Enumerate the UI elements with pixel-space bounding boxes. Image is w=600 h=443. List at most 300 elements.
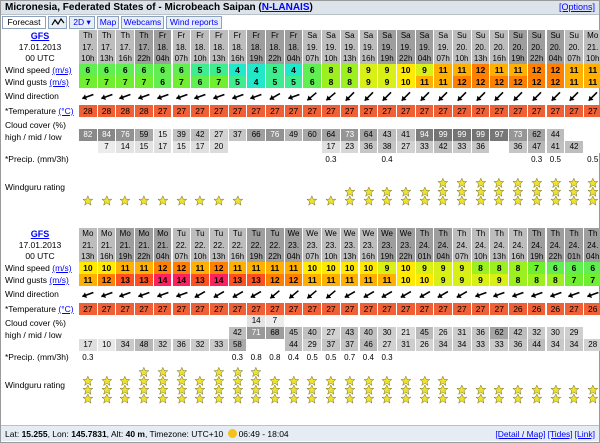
wind-cell: 7 [584,274,600,286]
rating-stars [453,169,471,206]
cloud-cell: 48 [135,339,153,351]
cloud-cell [434,315,452,327]
temperature-cell: 27 [191,303,209,315]
cloud-cell [210,117,228,129]
unit-link[interactable]: (m/s) [49,77,69,87]
wind-cell: 12 [210,262,228,274]
precip-cell [247,153,265,166]
precip-cell [472,351,490,364]
wind-cell: 9 [378,76,396,88]
time-header-cell: 19h [528,251,546,262]
wind-cell: 9 [490,274,508,286]
rating-stars [378,169,396,206]
temperature-cell: 27 [341,303,359,315]
cloud-cell: 42 [229,327,247,339]
rating-stars [173,367,191,404]
cloud-cell [453,315,471,327]
time-header-cell: Th [116,30,134,42]
wind-cell: 8 [341,64,359,76]
precip-cell [341,153,359,166]
time-header-cell: 19h [509,53,527,64]
temperature-cell: 26 [509,303,527,315]
precip-cell [472,153,490,166]
cloud-cell: 47 [528,141,546,153]
temperature-cell: 27 [434,105,452,117]
cloud-cell: 36 [509,339,527,351]
wind-direction-arrow [490,286,508,303]
rating-stars [154,367,172,404]
time-header-cell: 22. [229,240,247,251]
wind-cell: 12 [472,64,490,76]
time-header-cell: Mo [79,228,97,240]
precip-cell [416,351,434,364]
time-header-cell: 22. [210,240,228,251]
temperature-cell: 27 [247,105,265,117]
cloud-cell [584,129,600,141]
rating-stars [285,169,303,206]
wind-direction-arrow [79,286,97,303]
time-header-cell: 17. [116,42,134,53]
time-header-cell: 24. [472,240,490,251]
cloud-cell: 23 [341,141,359,153]
temperature-cell: 27 [303,105,321,117]
time-header-cell: We [322,228,340,240]
time-header-cell: 16h [229,251,247,262]
wind-cell: 13 [116,274,134,286]
cloud-cell: 17 [79,339,97,351]
temperature-cell: 27 [229,105,247,117]
cloud-cell: 68 [266,327,284,339]
time-header-cell: 10h [322,53,340,64]
time-header-cell: 22. [173,240,191,251]
time-header-cell: 21. [79,240,97,251]
time-header-cell: 18. [173,42,191,53]
time-header-cell: 19. [303,42,321,53]
rating-stars [472,367,490,404]
time-header-cell: 01h [416,251,434,262]
temperature-cell: 26 [547,303,565,315]
cloud-cell [79,141,97,153]
label-rating: Windguru rating [5,380,66,390]
time-header-cell: 19. [434,42,452,53]
rating-stars [116,169,134,206]
time-header-cell: 07h [303,53,321,64]
time-header-cell: 16h [229,53,247,64]
precip-cell [154,153,172,166]
wind-cell: 10 [341,262,359,274]
cloud-cell: 34 [434,339,452,351]
wind-direction-arrow [547,88,565,105]
wind-cell: 9 [378,64,396,76]
wind-cell: 12 [266,274,284,286]
footer-bar [1,425,599,441]
temperature-cell: 27 [229,303,247,315]
cloud-cell: 36 [509,141,527,153]
rating-stars [266,367,284,404]
wind-cell: 7 [98,76,116,88]
time-header-cell: 19. [341,42,359,53]
temperature-cell: 27 [154,303,172,315]
temperature-cell: 27 [565,303,583,315]
wind-cell: 8 [509,262,527,274]
cloud-cell: 17 [322,141,340,153]
time-header-cell: Mo [584,30,600,42]
wind-direction-arrow [341,286,359,303]
label-precip: *Precip. (mm/3h) [5,352,69,362]
cloud-cell: 44 [547,129,565,141]
temperature-cell: 27 [584,105,600,117]
cloud-cell: 45 [416,327,434,339]
cloud-cell: 27 [378,339,396,351]
precip-cell [397,153,415,166]
wind-cell: 7 [210,76,228,88]
wind-cell: 11 [453,64,471,76]
label-wind-direction: Wind direction [5,91,59,101]
rating-stars [229,169,247,206]
wind-direction-arrow [360,286,378,303]
tab-chart[interactable] [48,16,67,29]
cloud-cell: 94 [416,129,434,141]
rating-stars [135,169,153,206]
time-header-cell: 18. [210,42,228,53]
time-header-cell: 19. [416,42,434,53]
wind-cell: 5 [210,64,228,76]
label-temperature: *Temperature (°C) [5,106,74,116]
cloud-cell [79,327,97,339]
cloud-cell: 36 [472,141,490,153]
cloud-cell: 32 [154,339,172,351]
time-header-cell: 18. [285,42,303,53]
cloud-cell [135,327,153,339]
wind-direction-arrow [303,88,321,105]
spot-title: Micronesia, Federated States of - Microbeach Saipan (N-LANAIS) [5,2,313,13]
label-cloud-cover: Cloud cover (%) [5,318,66,328]
label-wind-direction: Wind direction [5,289,59,299]
cloud-cell: 41 [397,129,415,141]
time-header-cell: 18. [191,42,209,53]
cloud-cell [229,117,247,129]
cloud-cell [98,315,116,327]
time-header-cell: Fr [266,30,284,42]
wind-cell: 7 [135,76,153,88]
temperature-cell: 27 [341,105,359,117]
cloud-cell [173,315,191,327]
wind-direction-arrow [472,286,490,303]
unit-link[interactable]: (m/s) [49,275,69,285]
precip-cell: 0.3 [82,353,94,362]
tab-forecast[interactable]: Forecast [2,16,46,29]
rating-stars [434,169,452,206]
tab-map[interactable]: Map [97,16,119,29]
temperature-cell: 27 [322,303,340,315]
time-header-cell: Mo [154,228,172,240]
wind-cell: 6 [154,64,172,76]
rating-stars [490,169,508,206]
unit-link[interactable]: (m/s) [52,263,72,273]
cloud-cell [173,327,191,339]
wind-cell: 11 [565,64,583,76]
wind-cell: 11 [360,274,378,286]
cloud-cell [378,315,396,327]
wind-cell: 7 [79,76,97,88]
time-header-cell: 21. [154,240,172,251]
time-header-cell: 24. [416,240,434,251]
time-header-cell: 18. [229,42,247,53]
time-header-cell: Sa [341,30,359,42]
time-header-cell: 13h [210,251,228,262]
time-header-cell: Su [453,30,471,42]
footer-link-0[interactable]: [Detail / Map] [495,429,546,439]
wind-cell: 11 [434,76,452,88]
time-header-cell: 24. [434,240,452,251]
cloud-cell: 46 [360,339,378,351]
cloud-cell: 27 [322,327,340,339]
wind-direction-arrow [322,88,340,105]
label-wind-gusts: Wind gusts (m/s) [5,275,69,285]
cloud-cell: 33 [490,339,508,351]
tab-wind-reports[interactable]: Wind reports [166,16,222,29]
wind-cell: 10 [397,64,415,76]
precip-cell [453,351,471,364]
time-header-cell: Th [547,228,565,240]
cloud-cell [116,117,134,129]
rating-stars [322,169,340,206]
time-header-cell: Su [528,30,546,42]
cloud-cell [229,315,247,327]
footer-link-2[interactable]: [Link] [574,429,595,439]
wind-cell: 13 [191,274,209,286]
cloud-cell: 7 [98,141,116,153]
wind-cell: 12 [173,262,191,274]
cloud-cell: 15 [135,141,153,153]
time-header-cell: 23. [322,240,340,251]
time-header-cell: 19. [378,42,396,53]
wind-direction-arrow [135,286,153,303]
time-header-cell: We [341,228,359,240]
unit-link[interactable]: (m/s) [52,65,72,75]
time-header-cell: Fr [210,30,228,42]
wind-cell: 8 [547,274,565,286]
wind-cell: 11 [434,64,452,76]
time-header-cell: 19h [378,53,396,64]
temperature-cell: 27 [490,105,508,117]
cloud-cell: 37 [322,339,340,351]
precip-cell [98,351,116,364]
cloud-cell [584,327,600,339]
precip-cell [98,153,116,166]
cloud-cell: 36 [173,339,191,351]
wind-cell: 11 [191,262,209,274]
tab-webcams[interactable]: Webcams [121,16,164,29]
cloud-cell: 42 [565,141,583,153]
cloud-cell [79,315,97,327]
cloud-cell: 64 [360,129,378,141]
cloud-cell [322,315,340,327]
wind-cell: 9 [378,262,396,274]
cloud-cell: 30 [547,327,565,339]
time-header-cell: Sa [397,30,415,42]
wind-cell: 10 [397,76,415,88]
time-header-cell: Th [135,30,153,42]
rating-stars [360,367,378,404]
cloud-cell: 7 [266,315,284,327]
precip-cell [434,153,452,166]
longitude: 145.7831 [71,429,107,439]
time-header-cell: 22. [191,240,209,251]
spot-info: Lat: 15.255, Lon: 145.7831, Alt: 40 m, Timezone: UTC+10 06:49 - 18:04 [5,429,289,439]
time-header-cell: 24. [509,240,527,251]
rating-stars [509,367,527,404]
wind-direction-arrow [453,88,471,105]
precip-cell: 0.4 [287,353,300,362]
time-header-cell: 22h [266,251,284,262]
wind-direction-arrow [509,286,527,303]
rating-stars [266,169,284,206]
time-header-cell: 07h [173,53,191,64]
unit-link[interactable]: (°C) [58,304,74,314]
cloud-cell [565,117,583,129]
model-name: GFS [30,229,50,239]
wind-cell: 11 [135,262,153,274]
sun-icon [228,429,237,438]
wind-direction-arrow [135,88,153,105]
time-header-cell: 04h [285,53,303,64]
wind-direction-arrow [247,88,265,105]
temperature-cell: 27 [416,303,434,315]
wind-cell: 6 [154,76,172,88]
cloud-cell: 36 [360,141,378,153]
run-time: 00 UTC [25,53,55,63]
rating-stars [229,367,247,404]
cloud-cell: 28 [584,339,600,351]
tab-2d[interactable]: 2D ▾ [69,16,95,29]
wind-cell: 11 [266,262,284,274]
wind-direction-arrow [173,88,191,105]
time-header-cell: 23. [341,240,359,251]
cloud-cell: 42 [191,129,209,141]
rating-stars [116,367,134,404]
label-rating: Windguru rating [5,182,66,192]
cloud-cell [453,117,471,129]
temperature-cell: 27 [116,303,134,315]
wind-cell: 9 [360,64,378,76]
temperature-cell: 27 [434,303,452,315]
wind-direction-arrow [173,286,191,303]
precip-cell [173,153,191,166]
wind-cell: 13 [135,274,153,286]
time-header-cell: 21. [116,240,134,251]
temperature-cell: 27 [173,105,191,117]
time-header-cell: Th [434,228,452,240]
time-header-cell: 20. [565,42,583,53]
precip-cell [135,153,153,166]
rating-stars [79,169,97,206]
wind-cell: 9 [416,262,434,274]
cloud-cell [154,327,172,339]
time-header-cell: Su [490,30,508,42]
cloud-cell [98,327,116,339]
wind-cell: 10 [397,274,415,286]
time-header-cell: Tu [191,228,209,240]
wind-direction-arrow [378,88,396,105]
cloud-cell [79,117,97,129]
cloud-cell: 99 [472,129,490,141]
wind-cell: 12 [547,64,565,76]
rating-stars [303,367,321,404]
wind-cell: 12 [285,274,303,286]
wind-cell: 11 [79,274,97,286]
latitude: 15.255 [21,429,48,439]
cloud-cell: 59 [135,129,153,141]
time-header-cell: 22h [547,251,565,262]
time-header-cell: 22. [247,240,265,251]
wind-cell: 4 [247,76,265,88]
precip-cell: 0.7 [344,353,356,362]
cloud-cell: 37 [341,339,359,351]
time-header-cell: 04h [547,53,565,64]
wind-direction-arrow [247,286,265,303]
model-name: GFS [30,31,50,41]
wind-cell: 12 [509,76,527,88]
wind-direction-arrow [397,88,415,105]
wind-cell: 9 [360,76,378,88]
cloud-cell: 42 [434,141,452,153]
cloud-cell [247,339,265,351]
precip-cell [397,351,415,364]
cloud-cell: 29 [303,339,321,351]
cloud-cell [341,315,359,327]
label-cloud-cover: Cloud cover (%) [5,120,66,130]
cloud-cell: 34 [547,339,565,351]
wind-cell: 12 [547,76,565,88]
cloud-cell [266,339,284,351]
wind-direction-arrow [416,88,434,105]
wind-cell: 9 [453,262,471,274]
precip-cell [565,351,583,364]
spot-code-link[interactable]: N-LANAIS [261,2,310,13]
time-header-cell: 04h [416,53,434,64]
unit-link[interactable]: (°C) [58,106,74,116]
time-header-cell: 22h [266,53,284,64]
rating-stars [509,169,527,206]
time-header-cell: 20. [547,42,565,53]
wind-cell: 8 [528,274,546,286]
label-wind-gusts: Wind gusts (m/s) [5,77,69,87]
footer-link-1[interactable]: [Tides] [547,429,573,439]
time-header-cell: We [303,228,321,240]
time-header-cell: 22h [397,251,415,262]
time-header-cell: 18. [266,42,284,53]
rating-stars [547,367,565,404]
time-header-cell: 24. [490,240,508,251]
precip-cell [453,153,471,166]
temperature-cell: 27 [472,105,490,117]
time-header-cell: 21. [98,240,116,251]
wind-cell: 10 [303,262,321,274]
rating-stars [341,367,359,404]
wind-direction-arrow [229,88,247,105]
temperature-cell: 27 [378,105,396,117]
wind-cell: 10 [360,262,378,274]
time-header-cell: Th [453,228,471,240]
options-link[interactable]: [Options] [558,2,595,12]
time-header-cell: 13h [341,53,359,64]
cloud-cell: 15 [154,129,172,141]
wind-cell: 12 [490,76,508,88]
cloud-cell: 43 [341,327,359,339]
temperature-cell: 27 [285,303,303,315]
time-header-cell: Fr [173,30,191,42]
